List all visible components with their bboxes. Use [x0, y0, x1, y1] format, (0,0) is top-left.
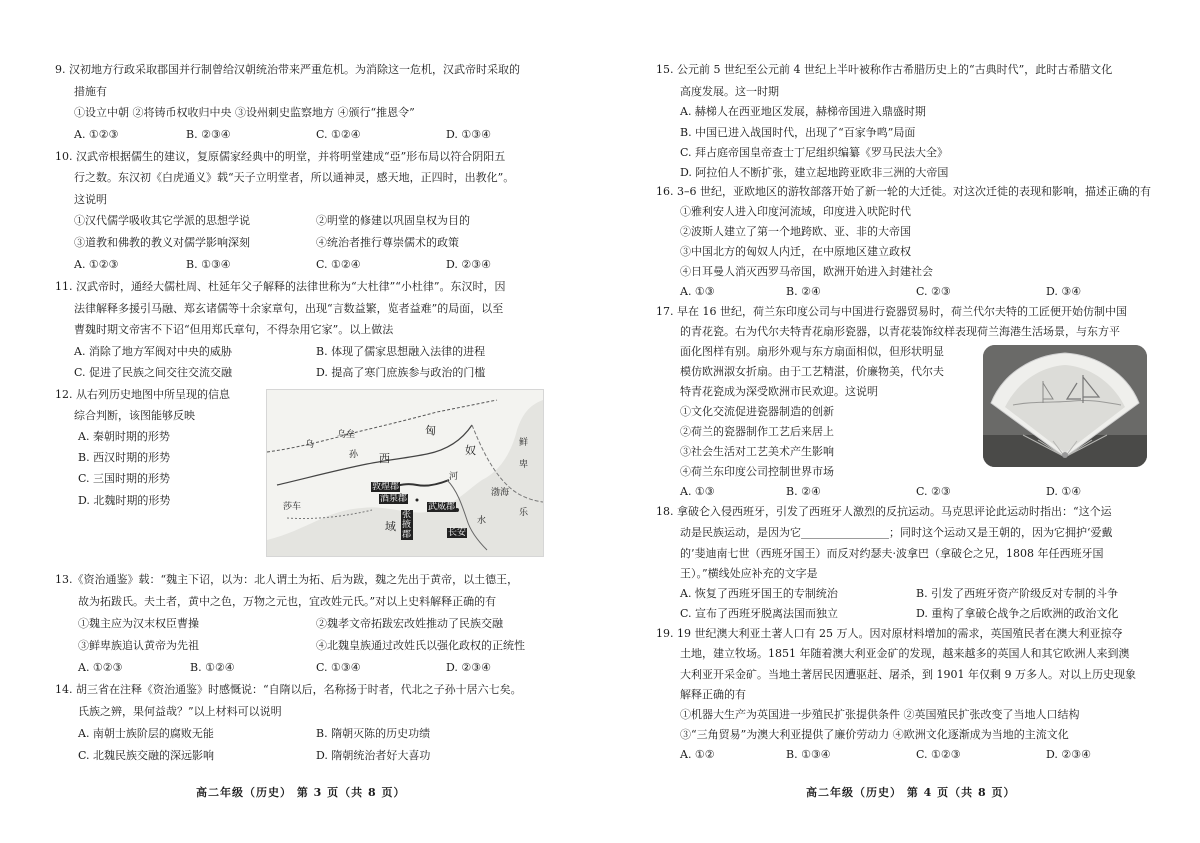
map-label: 张掖郡 [402, 510, 412, 540]
map-label: 奴 [465, 444, 476, 457]
answer-option: B. 体现了儒家思想融入法律的进程 [316, 345, 486, 358]
map-label: 酒泉郡 [380, 494, 408, 504]
answer-option: C. ②③ [916, 485, 951, 498]
answer-option: C. 北魏民族交融的深远影响 [78, 749, 215, 762]
text-line: ①设立中朝 ②将铸币权收归中央 ③设州刺史监察地方 ④颁行“推恩令” [74, 106, 415, 119]
text-line: 大利亚开采金矿。当地土著居民因遭驱赶、屠杀，到 1901 年仅剩 9 万多人。对以上历史现象 [680, 668, 1136, 681]
answer-option: C. ①②④ [316, 258, 361, 271]
text-line: 这说明 [74, 193, 107, 206]
text-line: ①雅利安人进入印度河流域，印度进入吠陀时代 [680, 205, 911, 218]
text-line: ①文化交流促进瓷器制造的创新 [680, 405, 834, 418]
answer-option: C. 宣布了西班牙脱离法国而独立 [680, 607, 839, 620]
answer-option: A. ①②③ [74, 258, 119, 271]
answer-option: A. 秦朝时期的形势 [78, 430, 170, 443]
answer-option: A. 赫梯人在西亚地区发展，赫梯帝国进入鼎盛时期 [680, 105, 926, 118]
answer-option: B. ②③④ [186, 128, 231, 141]
answer-option: A. 南朝士族阶层的腐败无能 [78, 727, 214, 740]
right-page [600, 0, 1200, 843]
map-label: 莎车 [283, 502, 302, 512]
text-line: ②荷兰的瓷器制作工艺后来居上 [680, 425, 834, 438]
historical-map [266, 389, 544, 557]
fan-drawing [983, 345, 1147, 467]
map-label: 渤海 [491, 488, 510, 498]
text-line: 解释正确的有 [680, 688, 746, 701]
answer-option: D. 隋朝统治者好大喜功 [316, 749, 431, 762]
text-line: ③道教和佛教的教义对儒学影响深刻 [74, 236, 250, 249]
answer-option: C. ②③ [916, 285, 951, 298]
map-label: 匈 [425, 424, 436, 437]
map-label: 长安 [448, 528, 467, 538]
text-line: ④北魏皇族通过改姓氏以强化政权的正统性 [316, 639, 525, 652]
text-line: 故为拓跋氏。夫土者，黄中之色，万物之元也，宜改姓元氏。”对以上史料解释正确的有 [78, 595, 497, 608]
map-label: 乌垒 [337, 430, 356, 440]
text-line: 17. 早在 16 世纪，荷兰东印度公司与中国进行瓷器贸易时，荷兰代尔夫特的工匠便开始仿制中国 [656, 305, 1127, 318]
text-line: 特青花瓷成为深受欧洲市民欢迎。这说明 [680, 385, 878, 398]
text-line: 18. 拿破仑入侵西班牙，引发了西班牙人激烈的反抗运动。马克思评论此运动时指出：“这个运 [656, 505, 1112, 518]
answer-option: B. ②④ [786, 285, 821, 298]
answer-option: C. 拜占庭帝国皇帝查士丁尼组织编纂《罗马民法大全》 [680, 146, 949, 159]
text-line: 王）。”横线处应补充的文字是 [680, 567, 818, 580]
text-line: 综合判断，该图能够反映 [74, 409, 195, 422]
answer-option: A. ①②③ [74, 128, 119, 141]
answer-option: B. ①③④ [786, 748, 831, 761]
answer-option: C. ①②④ [316, 128, 361, 141]
answer-option: B. 引发了西班牙资产阶级反对专制的斗争 [916, 587, 1119, 600]
text-line: 法律解释多援引马融、郑玄诸儒等十余家章句，出现“言数益繁，览者益难”的局面，以至 [74, 302, 504, 315]
text-line: 14. 胡三省在注释《资治通鉴》时感慨说：“自隋以后，名称扬于时者，代北之子孙十居六七矣。 [55, 683, 522, 696]
text-line: ①汉代儒学吸收其它学派的思想学说 [74, 214, 250, 227]
text-line: 15. 公元前 5 世纪至公元前 4 世纪上半叶被称作古希腊历史上的“古典时代”，此时古希腊文化 [656, 63, 1113, 76]
text-line: 面化图样有别。扇形外观与东方扇面相似，但形状明显 [680, 345, 944, 358]
text-line: ④荷兰东印度公司控制世界市场 [680, 465, 834, 478]
text-line: ①魏主应为汉末权臣曹操 [78, 617, 199, 630]
answer-option: A. ①③ [680, 285, 715, 298]
map-label: 水 [477, 516, 487, 526]
map-label: 卑 [519, 460, 529, 470]
text-line: 氏族之辨，果何益哉？”以上材料可以说明 [78, 705, 282, 718]
answer-option: D. ②③④ [446, 258, 492, 271]
text-line: 16. 3–6 世纪，亚欧地区的游牧部落开始了新一轮的大迁徙。对这次迁徙的表现和影响，描述正确的有 [656, 185, 1151, 198]
answer-option: C. ①③④ [316, 661, 361, 674]
map-label: 鲜 [519, 438, 529, 448]
page-footer: 高二年级（历史） 第 4 页（共 8 页） [806, 786, 1016, 799]
text-line: 19. 19 世纪澳大利亚土著人口有 25 万人。因对原材料增加的需求，英国殖民者在澳大利亚掠夺 [656, 627, 1123, 640]
text-line: 11. 汉武帝时，通经大儒杜周、杜延年父子解释的法律世称为“大杜律”“小杜律”。东汉时，因 [55, 280, 506, 293]
text-line: 9. 汉初地方行政采取郡国并行制曾给汉朝统治带来严重危机。为消除这一危机，汉武帝时采取的 [55, 63, 520, 76]
answer-option: D. 北魏时期的形势 [78, 494, 171, 507]
map-label: 西 [379, 452, 390, 465]
text-line: ③中国北方的匈奴人内迁，在中原地区建立政权 [680, 245, 911, 258]
text-line: 的青花瓷。右为代尔夫特青花扇形瓷器，以青花装饰纹样表现荷兰海港生活场景，与东方平 [680, 325, 1120, 338]
answer-option: D. ③④ [1046, 285, 1082, 298]
answer-option: D. 提高了寒门庶族参与政治的门槛 [316, 366, 486, 379]
answer-option: A. 消除了地方军阀对中央的威胁 [74, 345, 232, 358]
answer-option: B. ①②④ [190, 661, 235, 674]
text-line: ②魏孝文帝拓跋宏改姓推动了民族交融 [316, 617, 503, 630]
text-line: 12. 从右列历史地图中所呈现的信息 [55, 388, 230, 401]
text-line: ③鲜卑族追认黄帝为先祖 [78, 639, 199, 652]
text-line: 措施有 [74, 85, 107, 98]
text-line: 高度发展。这一时期 [680, 85, 779, 98]
answer-option: B. 隋朝灭陈的历史功绩 [316, 727, 431, 740]
map-label: 域 [385, 520, 396, 533]
answer-option: D. ①③④ [446, 128, 492, 141]
map-label: 河 [449, 472, 459, 482]
answer-option: A. ①② [680, 748, 715, 761]
answer-option: C. ①②③ [916, 748, 961, 761]
text-line: 的’斐迪南七世（西班牙国王）而反对约瑟夫·波拿巴（拿破仑之兄，1808 年任西班牙国 [680, 547, 1104, 560]
text-line: ③“三角贸易”为澳大利亚提供了廉价劳动力 ④欧洲文化逐渐成为当地的主流文化 [680, 728, 1069, 741]
answer-option: D. ②③④ [446, 661, 492, 674]
text-line: 模仿欧洲淑女折扇。由于工艺精湛，价廉物美，代尔夫 [680, 365, 944, 378]
text-line: ②波斯人建立了第一个地跨欧、亚、非的大帝国 [680, 225, 911, 238]
answer-option: B. ②④ [786, 485, 821, 498]
text-line: 曹魏时期文帝害不下诏“但用郑氏章句，不得杂用它家”。以上做法 [74, 323, 394, 336]
text-line: ④统治者推行尊崇儒术的政策 [316, 236, 459, 249]
text-line: ③社会生活对工艺美术产生影响 [680, 445, 834, 458]
answer-option: D. 重构了拿破仑战争之后欧洲的政治文化 [916, 607, 1119, 620]
delft-fan-porcelain-image [983, 345, 1147, 467]
answer-option: B. 中国已进入战国时代，出现了“百家争鸣”局面 [680, 126, 916, 139]
text-line: ①机器大生产为英国进一步殖民扩张提供条件 ②英国殖民扩张改变了当地人口结构 [680, 708, 1080, 721]
text-line: 行之数。东汉初《白虎通义》载“天子立明堂者，所以通神灵，感天地，正四时，出教化”。 [74, 171, 515, 184]
answer-option: B. ①③④ [186, 258, 231, 271]
text-line: 土地，建立牧场。1851 年随着澳大利亚金矿的发现，越来越多的英国人和其它欧洲人来到澳 [680, 647, 1130, 660]
answer-option: B. 西汉时期的形势 [78, 451, 171, 464]
answer-option: C. 促进了民族之间交往交流交融 [74, 366, 233, 379]
answer-option: A. ①③ [680, 485, 715, 498]
map-label: 武威郡 [428, 502, 456, 512]
answer-option: A. ①②③ [78, 661, 123, 674]
text-line: ④日耳曼人消灭西罗马帝国，欧洲开始进入封建社会 [680, 265, 933, 278]
text-line: ②明堂的修建以巩固皇权为目的 [316, 214, 470, 227]
map-label: 敦煌郡 [372, 482, 400, 492]
map-label: 乌 [305, 440, 315, 450]
answer-option: D. 阿拉伯人不断扩张，建立起地跨亚欧非三洲的大帝国 [680, 166, 949, 179]
page-footer: 高二年级（历史） 第 3 页（共 8 页） [196, 786, 406, 799]
answer-option: D. ①④ [1046, 485, 1082, 498]
answer-option: D. ②③④ [1046, 748, 1092, 761]
answer-option: A. 恢复了西班牙国王的专制统治 [680, 587, 838, 600]
map-label: 乐 [519, 508, 529, 518]
answer-option: C. 三国时期的形势 [78, 472, 171, 485]
text-line: 动是民族运动，是因为它________________；同时这个运动又是王朝的，因为它拥护‘爱戴 [680, 526, 1113, 539]
map-label: 孙 [349, 450, 359, 460]
text-line: 13.《资治通鉴》载：“魏主下诏，以为：北人谓土为拓、后为跋，魏之先出于黄帝，以土德王， [55, 573, 519, 586]
text-line: 10. 汉武帝根据儒生的建议，复原儒家经典中的明堂，并将明堂建成“亞”形布局以符合阴阳五 [55, 150, 506, 163]
